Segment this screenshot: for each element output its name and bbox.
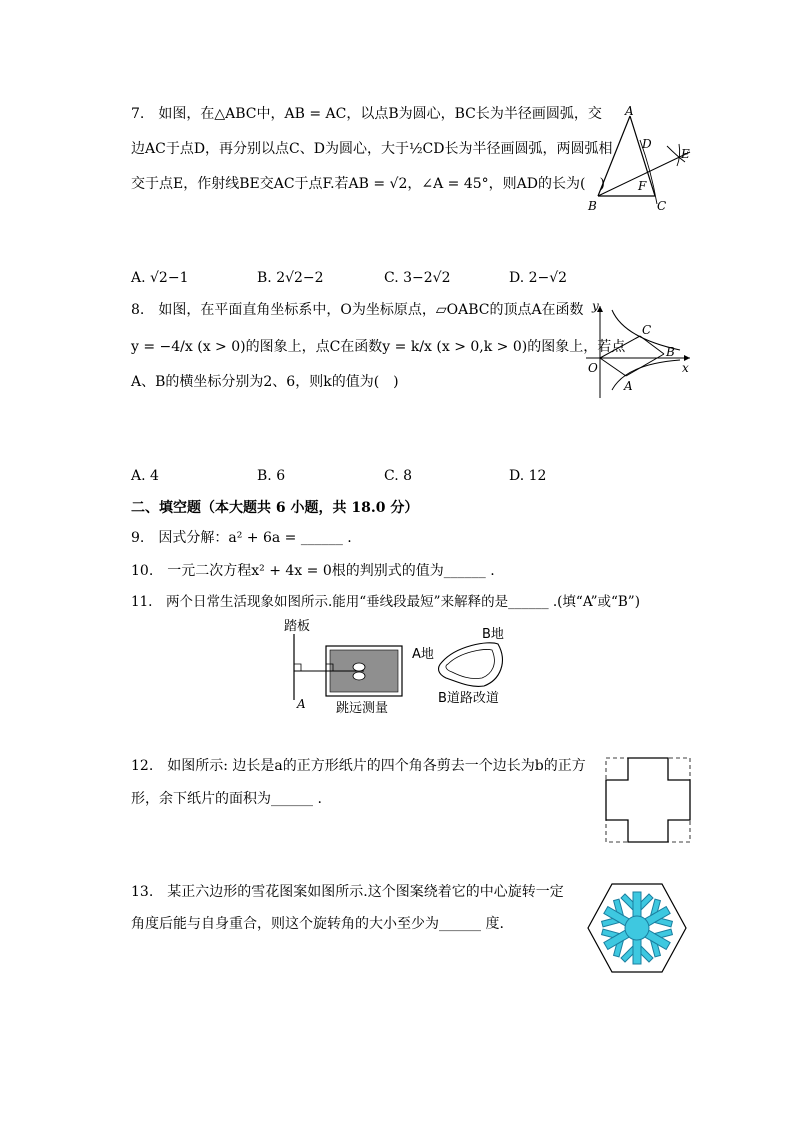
q8-label-b: B (666, 345, 675, 359)
q8-line-2: y = −4/x (x > 0)的图象上，点C在函数y = k/x (x > 0,k > 0)的图象上，若点 (131, 339, 626, 355)
q7-label-b: B (588, 199, 597, 213)
q13-line-2: 角度后能与自身重合，则这个旋转角的大小至少为______ 度. (131, 916, 504, 932)
q11-place-b-label: B地 (482, 627, 504, 642)
q11-point-a-label: A (297, 697, 306, 711)
q12-square-figure (604, 756, 692, 844)
q7-label-d: D (642, 137, 652, 151)
q7-label-c: C (657, 199, 667, 213)
q11-board-label: 踏板 (284, 619, 311, 634)
q8-option-c: C. 8 (384, 468, 413, 484)
q7-line-2: 边AC于点D，再分别以点C、D为圆心，大于½CD长为半径画圆弧，两圆弧相 (131, 141, 613, 157)
q7-option-b: B. 2√2−2 (257, 270, 324, 286)
q11-road-figure (412, 622, 522, 712)
q7-option-a: A. √2−1 (131, 270, 189, 286)
q11-text: 11. 两个日常生活现象如图所示.能用“垂线段最短”来解释的是______ .(填“A”或“B”) (131, 594, 640, 610)
q8-option-b: B. 6 (257, 468, 286, 484)
q11-jump-label: 跳远测量 (336, 701, 389, 716)
q7-option-d: D. 2−√2 (509, 270, 568, 286)
q7-label-e: E (681, 147, 690, 161)
q10-text: 10. 一元二次方程x² + 4x = 0根的判别式的值为______ . (131, 563, 495, 579)
q11-place-a-label: A地 (412, 647, 434, 662)
q8-label-x: x (682, 361, 689, 375)
q8-line-1: 8. 如图，在平面直角坐标系中，O为坐标原点，▱OABC的顶点A在函数 (131, 302, 584, 318)
q11-long-jump-figure (282, 614, 412, 718)
q8-label-o: O (588, 361, 598, 375)
q7-line-3: 交于点E，作射线BE交AC于点F.若AB = √2，∠A = 45°，则AD的长为( ) (131, 176, 605, 192)
section-title: 二、填空题（本大题共 6 小题，共 18.0 分） (131, 500, 419, 516)
q8-option-a: A. 4 (131, 468, 159, 484)
q7-option-c: C. 3−2√2 (384, 270, 451, 286)
q12-line-1: 12. 如图所示: 边长是a的正方形纸片的四个角各剪去一个边长为b的正方 (131, 758, 586, 774)
q8-option-d: D. 12 (509, 468, 547, 484)
q8-label-a: A (624, 379, 633, 393)
q8-label-c: C (642, 323, 652, 337)
q7-triangle-figure (585, 100, 700, 215)
q7-label-f: F (638, 179, 647, 193)
q12-line-2: 形，余下纸片的面积为______ . (131, 791, 322, 807)
q7-line-1: 7. 如图，在△ABC中，AB = AC，以点B为圆心，BC长为半径画圆弧，交 (131, 106, 602, 122)
q9-text: 9. 因式分解：a² + 6a = ______ . (131, 530, 352, 546)
q8-coordinate-figure (582, 298, 697, 403)
q13-snowflake-figure (586, 880, 688, 976)
q8-label-y: y (592, 299, 599, 313)
q11-road-label: B道路改道 (438, 691, 499, 706)
q8-line-3: A、B的横坐标分别为2、6，则k的值为( ) (131, 374, 399, 390)
q13-line-1: 13. 某正六边形的雪花图案如图所示.这个图案绕着它的中心旋转一定 (131, 884, 564, 900)
q7-label-a: A (625, 104, 634, 118)
